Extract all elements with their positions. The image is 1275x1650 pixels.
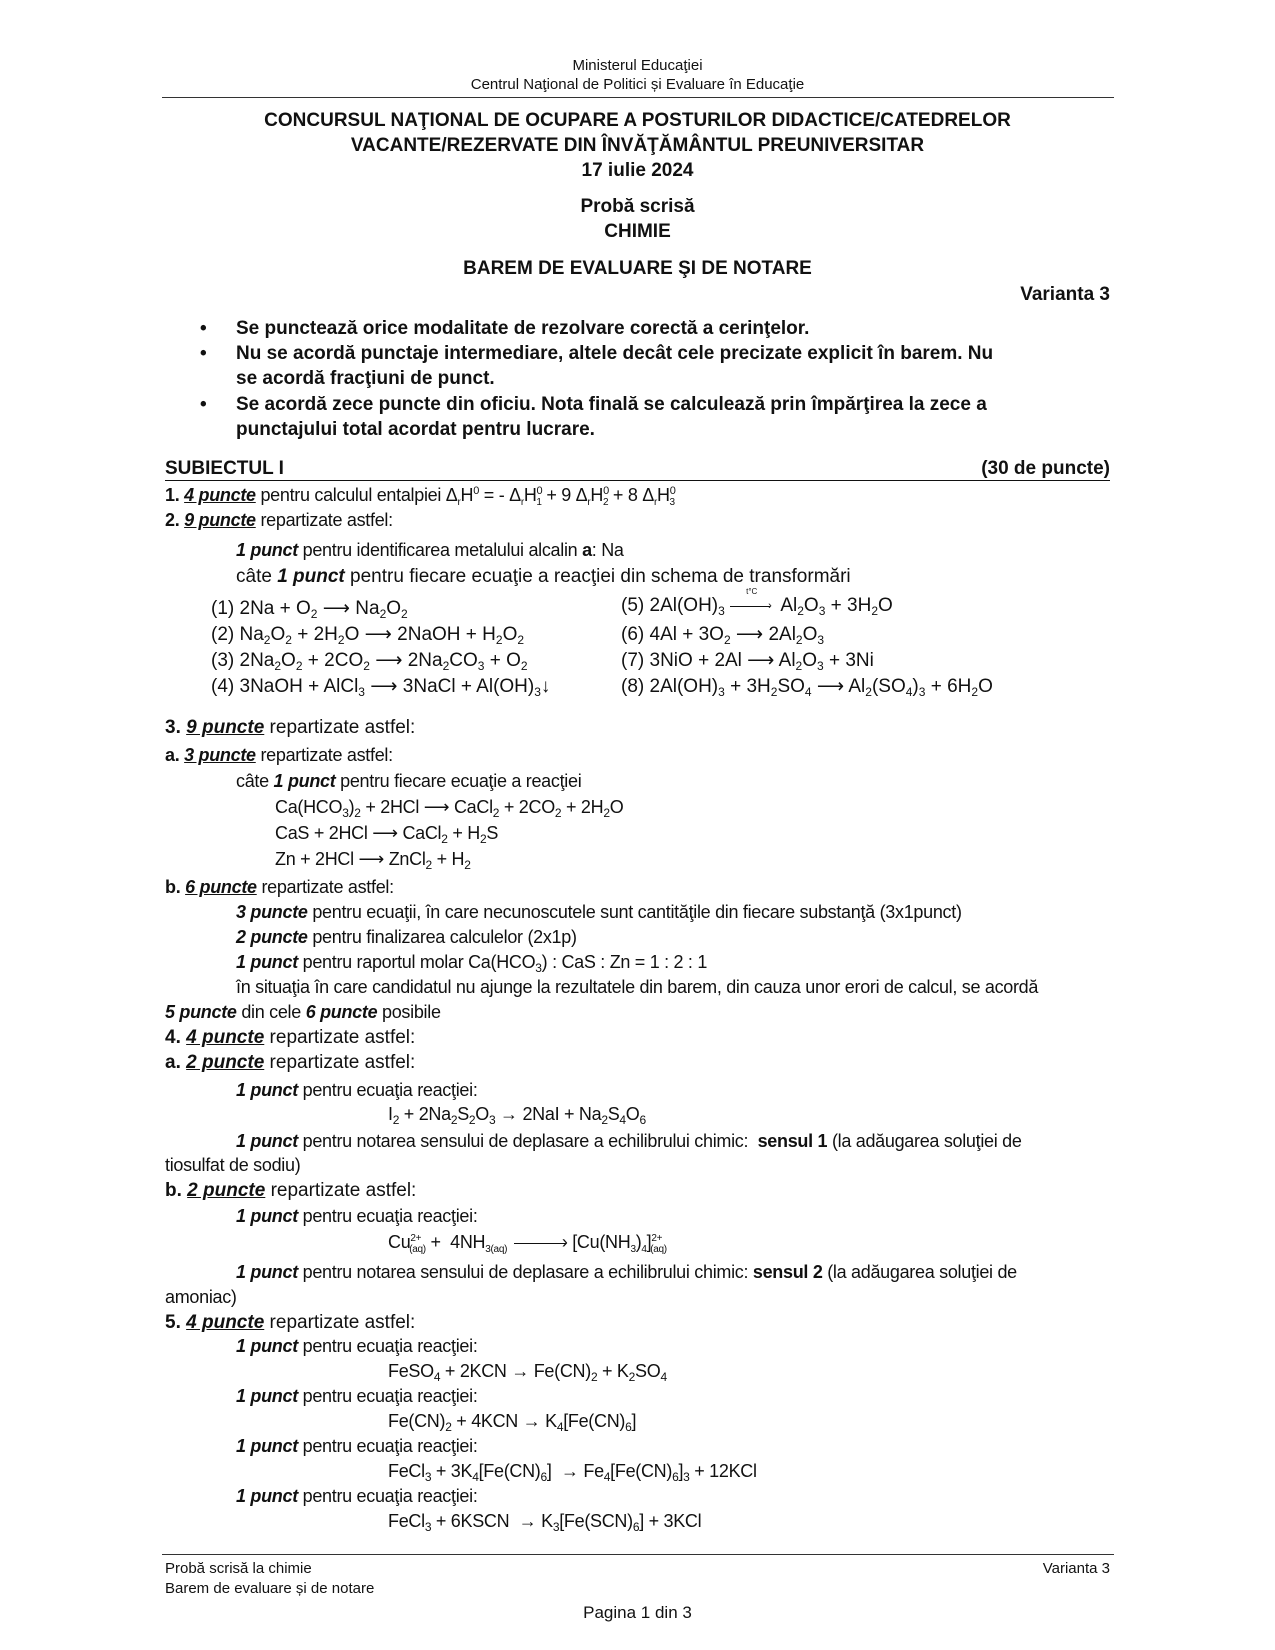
q4b-line xyxy=(165,1180,416,1202)
q2-l2-pre: câte xyxy=(236,566,272,587)
q3a-eq-2: CaS + 2HCl ⟶ CaCl$_2$ + $H_2S$ xyxy=(275,823,499,846)
q4a-item-1 xyxy=(236,1080,478,1101)
q2-l1-a: a xyxy=(582,540,592,560)
exam-type: Probă scrisă xyxy=(580,196,695,217)
q4b-label: b. xyxy=(165,1180,182,1201)
q4b-eq: $Cu^{2+}_{(aq)} + 4NH_{3(aq)}$ › $[Cu(NH_3)_4]^{2+}_{(aq)}$ xyxy=(388,1232,667,1255)
section-name: SUBIECTUL I xyxy=(165,458,284,479)
q3a-points: 3 puncte xyxy=(184,745,256,765)
heat-label: t°C xyxy=(746,586,758,596)
q3a-label: a. xyxy=(165,745,180,765)
q3b3-points: 1 punct xyxy=(236,952,298,972)
q4a2-sense: sensul 1 xyxy=(757,1131,828,1151)
q4b-item-2 xyxy=(236,1262,1017,1283)
bullet-3: • xyxy=(200,394,207,415)
q4a-label: a. xyxy=(165,1052,181,1073)
q4b2-sense: sensul 2 xyxy=(752,1262,823,1282)
footer-variant: Varianta 3 xyxy=(1042,1560,1110,1577)
q3b5-end: posibile xyxy=(382,1002,441,1022)
q4a-points: 2 puncte xyxy=(186,1052,265,1073)
q5-eq-2: $Fe(CN)_2 + 4KCN \to K_4[Fe(CN)_6]$ xyxy=(388,1411,637,1434)
q2-l1-points: 1 punct xyxy=(236,540,298,560)
q4b-text: repartizate astfel: xyxy=(270,1180,417,1201)
q5-item-4: 1 punct pentru ecuaţia reacţiei: xyxy=(236,1486,478,1506)
q3a-each-pre: câte xyxy=(236,771,269,791)
q3b-item-3: 1 punct pentru raportul molar $Ca(HCO_3)$ : CaS : Zn = 1 : 2 : 1 xyxy=(236,952,708,975)
q4a-item-2 xyxy=(236,1131,1022,1152)
q4b1-points: 1 punct xyxy=(236,1206,298,1226)
rule-3: Se acordă zece puncte din oficiu. Nota finală se calculează prin împărţirea la zece a xyxy=(236,394,987,415)
q3b-points: 6 puncte xyxy=(185,877,257,897)
q3a-eq-1: $Ca(HCO_3)_2 + 2HCl$ ⟶ CaCl$_2$ + $2CO_2 + 2H_2O$ xyxy=(275,797,624,820)
variant-label: Varianta 3 xyxy=(1020,284,1110,305)
q3b-label: b. xyxy=(165,877,181,897)
q2-eq-4: (4) 3NaOH + AlCl$_3$ ⟶ 3NaCl + $Al(OH)_3↓$ xyxy=(211,676,551,699)
q5-text: repartizate astfel: xyxy=(269,1312,416,1333)
q2-eq-2: (2) $Na_2O_2 + 2H_2O$ ⟶ 2NaOH + $H_2O_2$ xyxy=(211,624,525,647)
footer-exam: Probă scrisă la chimie xyxy=(165,1560,312,1577)
q3b3-tail: ) : CaS : Zn = 1 : 2 : 1 xyxy=(541,952,708,972)
q2-line-2 xyxy=(236,566,851,588)
q5-item-3: 1 punct pentru ecuaţia reacţiei: xyxy=(236,1436,478,1456)
section-heading xyxy=(165,458,1110,481)
q3b-item-2 xyxy=(236,927,577,948)
q5-line xyxy=(165,1312,415,1334)
q5-item-2: 1 punct pentru ecuaţia reacţiei: xyxy=(236,1386,478,1406)
q3b2-points: 2 puncte xyxy=(236,927,308,947)
q3-line xyxy=(165,717,415,739)
q3b-line xyxy=(165,877,394,898)
q1-line xyxy=(165,485,675,506)
q3b-text: repartizate astfel: xyxy=(261,877,394,897)
q4a-item-2-cont: tiosulfat de sodiu) xyxy=(165,1155,301,1175)
q5-eq-1: FeSO$_4$ + $2KCN \to Fe(CN)_2 + K_2SO_4$ xyxy=(388,1361,667,1384)
q3a-eq-3: Zn + 2HCl ⟶ ZnCl$_2$ + $H_2$ xyxy=(275,849,471,872)
q3b5-mid: din cele xyxy=(241,1002,301,1022)
q4b-points: 2 puncte xyxy=(187,1180,266,1201)
q3b5-points: 5 puncte xyxy=(165,1002,237,1022)
footer-barem: Barem de evaluare și de notare xyxy=(165,1580,375,1597)
rule-2-cont: se acordă fracţiuni de punct. xyxy=(236,368,495,389)
rule-1: Se punctează orice modalitate de rezolvare corectă a cerinţelor. xyxy=(236,318,810,339)
q3b3-text: pentru raportul molar Ca(HCO xyxy=(302,952,536,972)
title-line-1: CONCURSUL NAŢIONAL DE OCUPARE A POSTURILOR DIDACTICE/CATEDRELOR xyxy=(264,110,1011,131)
q4a2-tail: (la adăugarea soluţiei de xyxy=(831,1131,1022,1151)
q3b-item-1 xyxy=(236,902,962,923)
bullet-1: • xyxy=(200,318,207,339)
q3-number: 3. xyxy=(165,717,181,738)
q4a-eq: $I_2 + 2Na_2S_2O_3 \to 2NaI + Na_2S_4O_6$ xyxy=(388,1104,646,1127)
q2-eq-7: (7) 3NiO + 2Al ⟶ $Al_2O_3 + 3Ni$ xyxy=(621,650,874,673)
q2-l2-points: 1 punct xyxy=(277,566,345,587)
title-line-2: VACANTE/REZERVATE DIN ÎNVĂŢĂMÂNTUL PREUNIVERSITAR xyxy=(350,135,925,156)
exam-date: 17 iulie 2024 xyxy=(581,160,694,181)
q2-eq-8: (8) $2Al(OH)_3 + 3H_2SO_4$ ⟶ $Al_2(SO_4)_3 + 6H_2O$ xyxy=(621,676,993,699)
ministry-header: Ministerul Educaţiei xyxy=(572,57,703,74)
q2-line-1 xyxy=(236,540,624,561)
q3b5-points-2: 6 puncte xyxy=(305,1002,378,1022)
q4a1-points: 1 punct xyxy=(236,1080,298,1100)
rule-2: Nu se acordă punctaje intermediare, altele decât cele precizate explicit în barem. Nu xyxy=(236,343,994,364)
section-points: (30 de puncte) xyxy=(981,458,1110,479)
q5-eq-4: FeCl$_3$ + 6KSCN → $K_3[Fe(SCN)_6] + 3KCl$ xyxy=(388,1511,702,1534)
q2-eq-3: (3) $2Na_2O_2 + 2CO_2$ ⟶ $2Na_2CO_3 + O_2$ xyxy=(211,650,528,673)
q2-eq-1: (1) $2Na + O_2$ ⟶ $Na_2O_2$ xyxy=(211,598,408,621)
q4-line xyxy=(165,1027,415,1049)
q3b1-text: pentru ecuaţii, în care necunoscutele sunt cantităţile din fiecare substanţă (3x1punct) xyxy=(312,902,962,922)
center-header: Centrul Naţional de Politici și Evaluare în Educaţie xyxy=(470,76,805,93)
q3b1-points: 3 puncte xyxy=(236,902,308,922)
q4a2-text: pentru notarea sensului de deplasare a echilibrului chimic: xyxy=(302,1131,749,1151)
q4a1-text: pentru ecuaţia reacţiei: xyxy=(302,1080,478,1100)
q5-item-1: 1 punct pentru ecuaţia reacţiei: xyxy=(236,1336,478,1356)
q4b2-text: pentru notarea sensului de deplasare a echilibrului chimic: xyxy=(302,1262,749,1282)
q2-l1-value: : Na xyxy=(591,540,624,560)
header-rule xyxy=(162,97,1114,98)
q1-text: pentru calculul entalpiei xyxy=(260,485,442,505)
q3b-item-4: în situaţia în care candidatul nu ajunge la rezultatele din barem, din cauza unor erori de calcul, se acordă xyxy=(236,977,1039,997)
q3b2-text: pentru finalizarea calculelor (2x1p) xyxy=(312,927,577,947)
q1-formula: $\Delta_rH^0$ = - $\Delta_rH^0_1 + 9$ $\Delta_rH^0_2 + 8$ $\Delta_rH^0_3$ xyxy=(445,485,676,508)
page-number: Pagina 1 din 3 xyxy=(583,1603,692,1622)
q3-text: repartizate astfel: xyxy=(269,717,416,738)
q4b1-text: pentru ecuaţia reacţiei: xyxy=(302,1206,478,1226)
q5-eq-3: FeCl$_3$ + $3K_4[Fe(CN)_6] \to Fe_4[Fe(CN)_6]_3 + 12KCl$ xyxy=(388,1461,757,1484)
q4b-item-2-cont: amoniac) xyxy=(165,1287,237,1307)
q4-number: 4. xyxy=(165,1027,181,1048)
q3b-item-5 xyxy=(165,1002,441,1023)
q4b-item-1 xyxy=(236,1206,478,1227)
q2-eq-5: (5) $2Al(OH)_3$ t°C › $Al_2O_3 + 3H_2O$ xyxy=(621,586,893,618)
bullet-2: • xyxy=(200,343,207,364)
q3a-line xyxy=(165,745,393,766)
q1-points: 4 puncte xyxy=(184,485,256,505)
q1-number: 1. xyxy=(165,485,180,505)
rule-3-cont: punctajului total acordat pentru lucrare. xyxy=(236,419,595,440)
q3a-text: repartizate astfel: xyxy=(260,745,393,765)
q3-points: 9 puncte xyxy=(186,717,265,738)
q2-number: 2. xyxy=(165,510,180,530)
q4-points: 4 puncte xyxy=(186,1027,265,1048)
q2-eq-6: (6) $4Al + 3O_2$ ⟶ $2Al_2O_3$ xyxy=(621,624,825,647)
q3a-each-points: 1 punct xyxy=(273,771,336,791)
q3a-each xyxy=(236,771,581,792)
q4b2-tail: (la adăugarea soluţiei de xyxy=(827,1262,1017,1282)
barem-title: BAREM DE EVALUARE ŞI DE NOTARE xyxy=(463,258,812,279)
q4a2-points: 1 punct xyxy=(236,1131,298,1151)
q5-points: 4 puncte xyxy=(186,1312,265,1333)
q2-text: repartizate astfel: xyxy=(260,510,393,530)
q4a-line xyxy=(165,1052,415,1074)
q2-l2-text: pentru fiecare ecuaţie a reacţiei din schema de transformări xyxy=(350,566,851,587)
q2-line xyxy=(165,510,393,531)
exam-subject: CHIMIE xyxy=(604,221,671,242)
q5-number: 5. xyxy=(165,1312,181,1333)
q4a-text: repartizate astfel: xyxy=(269,1052,416,1073)
q3a-each-text: pentru fiecare ecuaţie a reacţiei xyxy=(340,771,582,791)
q4b2-points: 1 punct xyxy=(236,1262,298,1282)
q4-text: repartizate astfel: xyxy=(269,1027,416,1048)
q2-points: 9 puncte xyxy=(184,510,256,530)
footer-rule xyxy=(162,1554,1114,1555)
q2-l1-text: pentru identificarea metalului alcalin xyxy=(302,540,578,560)
